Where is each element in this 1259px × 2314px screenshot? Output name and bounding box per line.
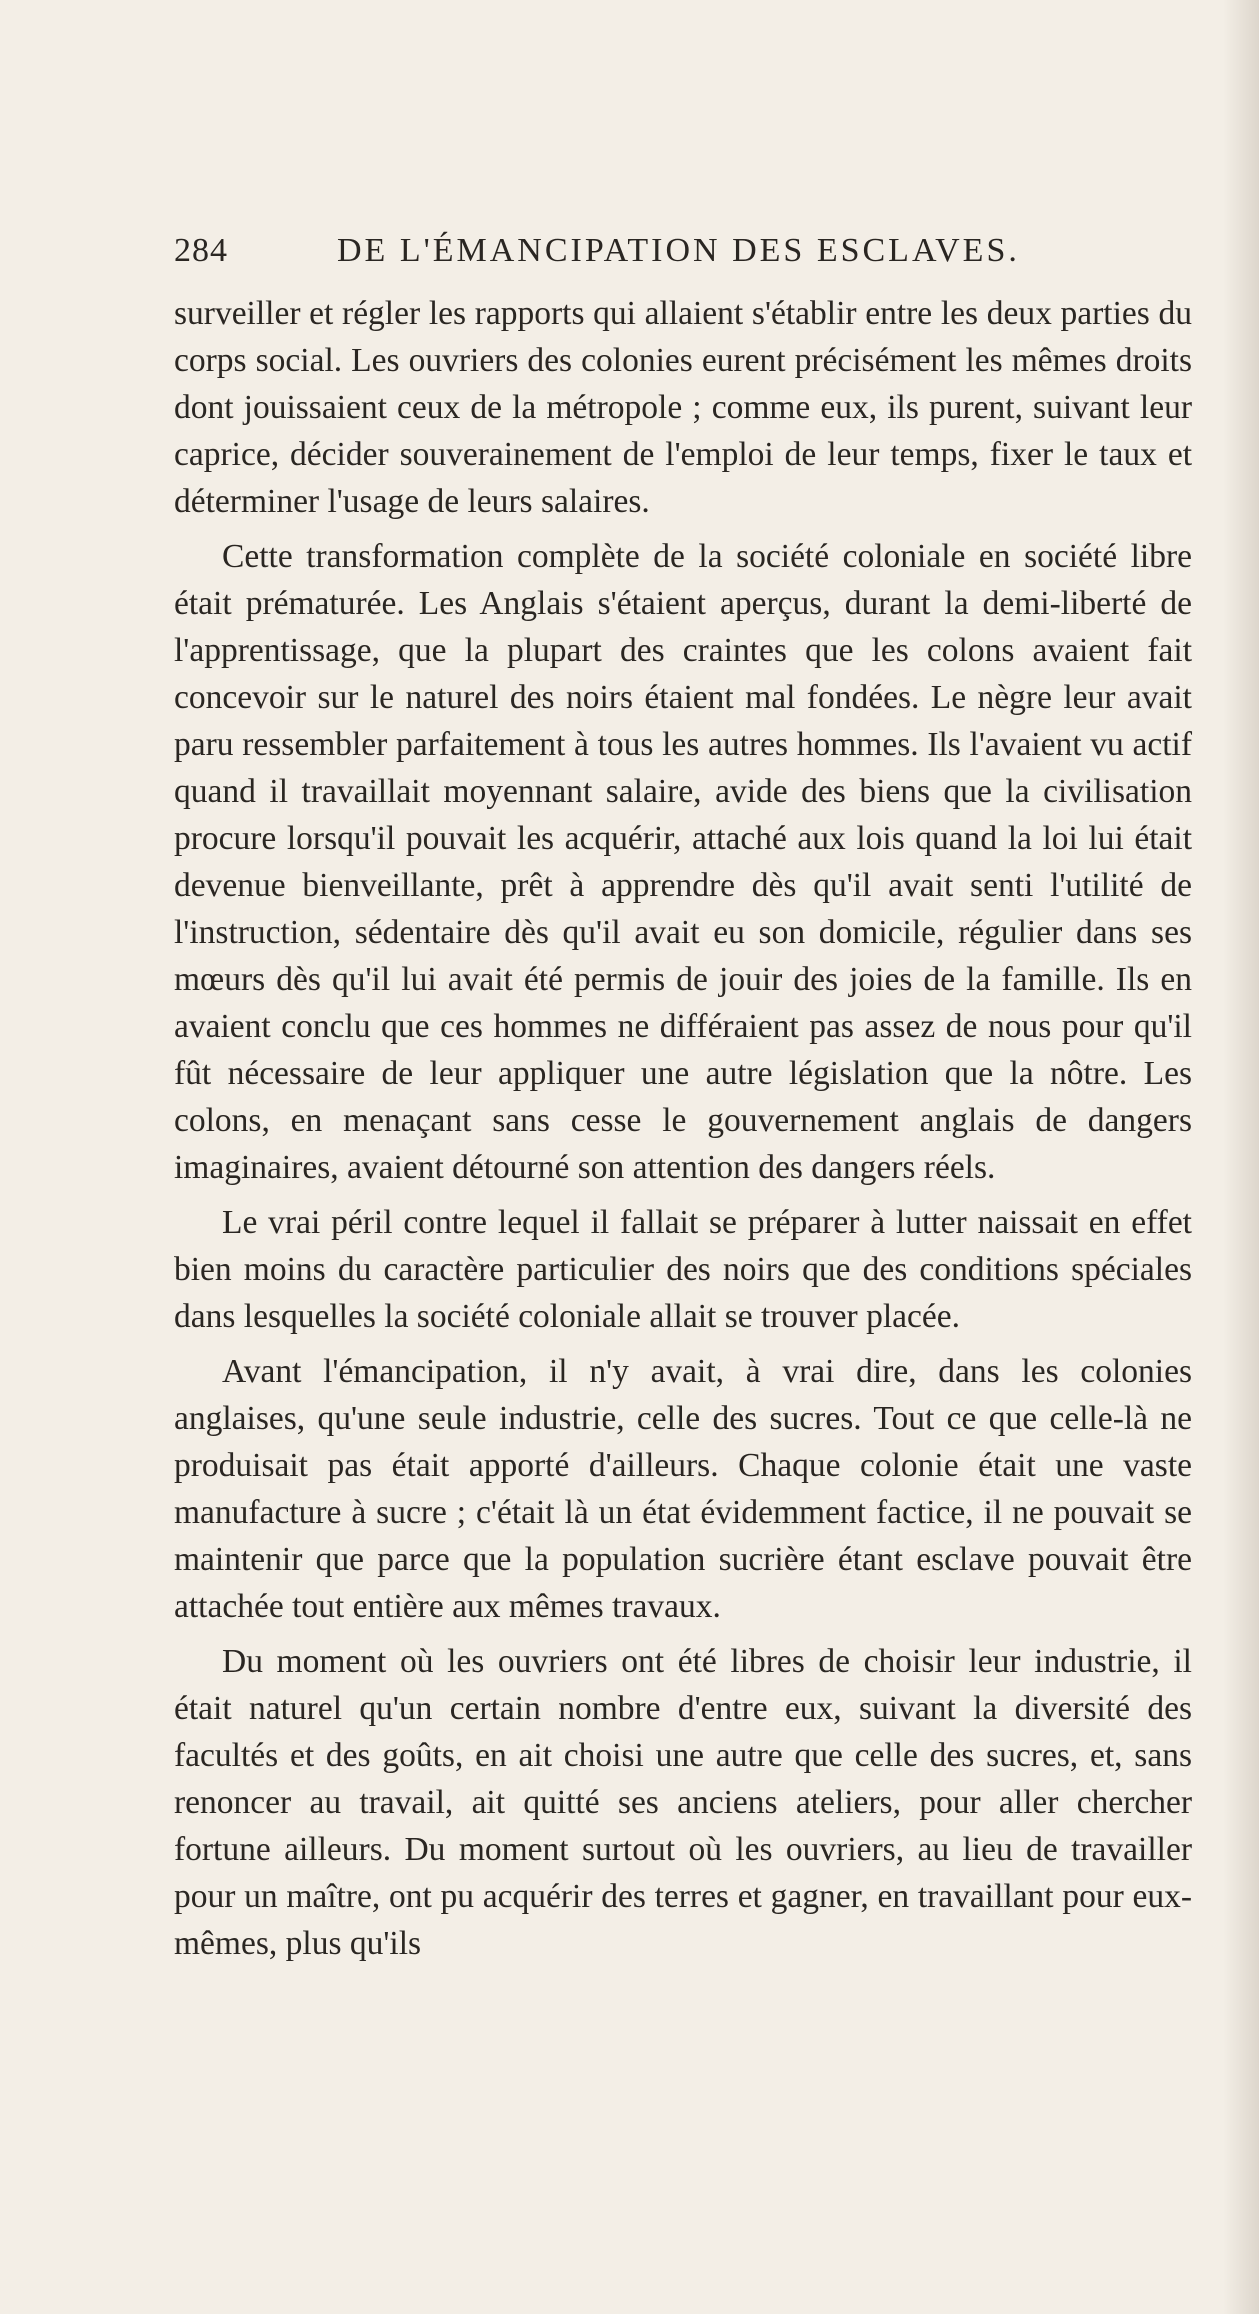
paragraph: Le vrai péril contre lequel il fallait se préparer à lutter naissait en effet bien moins du caractère particulier des noirs que des conditions spéciales dans lesquelles la société coloniale allait se trouver placée.	[174, 1204, 1192, 1335]
running-header	[174, 228, 1226, 274]
paragraph-continuation: surveiller et régler les rapports qui allaient s'établir entre les deux parties du corps social. Les ouvriers des colonies eurent précisément les mêmes droits dont jouissaient ceux de la métropole ; comme eux, ils purent, suivant leur caprice, décider souverainement de l'emploi de leur temps, fixer le taux et déterminer l'usage de leurs salaires.	[174, 295, 1192, 520]
running-title: DE L'ÉMANCIPATION DES ESCLAVES.	[337, 232, 1020, 269]
page-edge-shadow	[1223, 0, 1259, 2314]
page-number: 284	[174, 232, 228, 269]
body-text	[174, 290, 1192, 1967]
paragraph: Du moment où les ouvriers ont été libres de choisir leur industrie, il était naturel qu'un certain nombre d'entre eux, suivant la diversité des facultés et des goûts, en ait choisi une autre que celle des sucres, et, sans renoncer au travail, ait quitté ses anciens ateliers, pour aller chercher fortune ailleurs. Du moment surtout où les ouvriers, au lieu de travailler pour un maître, ont pu acquérir des terres et gagner, en travaillant pour eux-mêmes, plus qu'ils	[174, 1643, 1192, 1962]
paragraph: Avant l'émancipation, il n'y avait, à vrai dire, dans les colonies anglaises, qu'une seule industrie, celle des sucres. Tout ce que celle-là ne produisait pas était apporté d'ailleurs. Chaque colonie était une vaste manufacture à sucre ; c'était là un état évidemment factice, il ne pouvait se maintenir que parce que la population sucrière étant esclave pouvait être attachée tout entière aux mêmes travaux.	[174, 1353, 1192, 1625]
paragraph: Cette transformation complète de la société coloniale en société libre était prématurée. Les Anglais s'étaient aperçus, durant la demi-liberté de l'apprentissage, que la plupart des craintes que les colons avaient fait concevoir sur le naturel des noirs étaient mal fondées. Le nègre leur avait paru ressembler parfaitement à tous les autres hommes. Ils l'avaient vu actif quand il travaillait moyennant salaire, avide des biens que la civilisation procure lorsqu'il pouvait les acquérir, attaché aux lois quand la loi lui était devenue bienveillante, prêt à apprendre dès qu'il avait senti l'utilité de l'instruction, sédentaire dès qu'il avait eu son domicile, régulier dans ses mœurs dès qu'il lui avait été permis de jouir des joies de la famille. Ils en avaient conclu que ces hommes ne différaient pas assez de nous pour qu'il fût nécessaire de leur appliquer une autre législation que la nôtre. Les colons, en menaçant sans cesse le gouvernement anglais de dangers imaginaires, avaient détourné son attention des dangers réels.	[174, 538, 1192, 1186]
